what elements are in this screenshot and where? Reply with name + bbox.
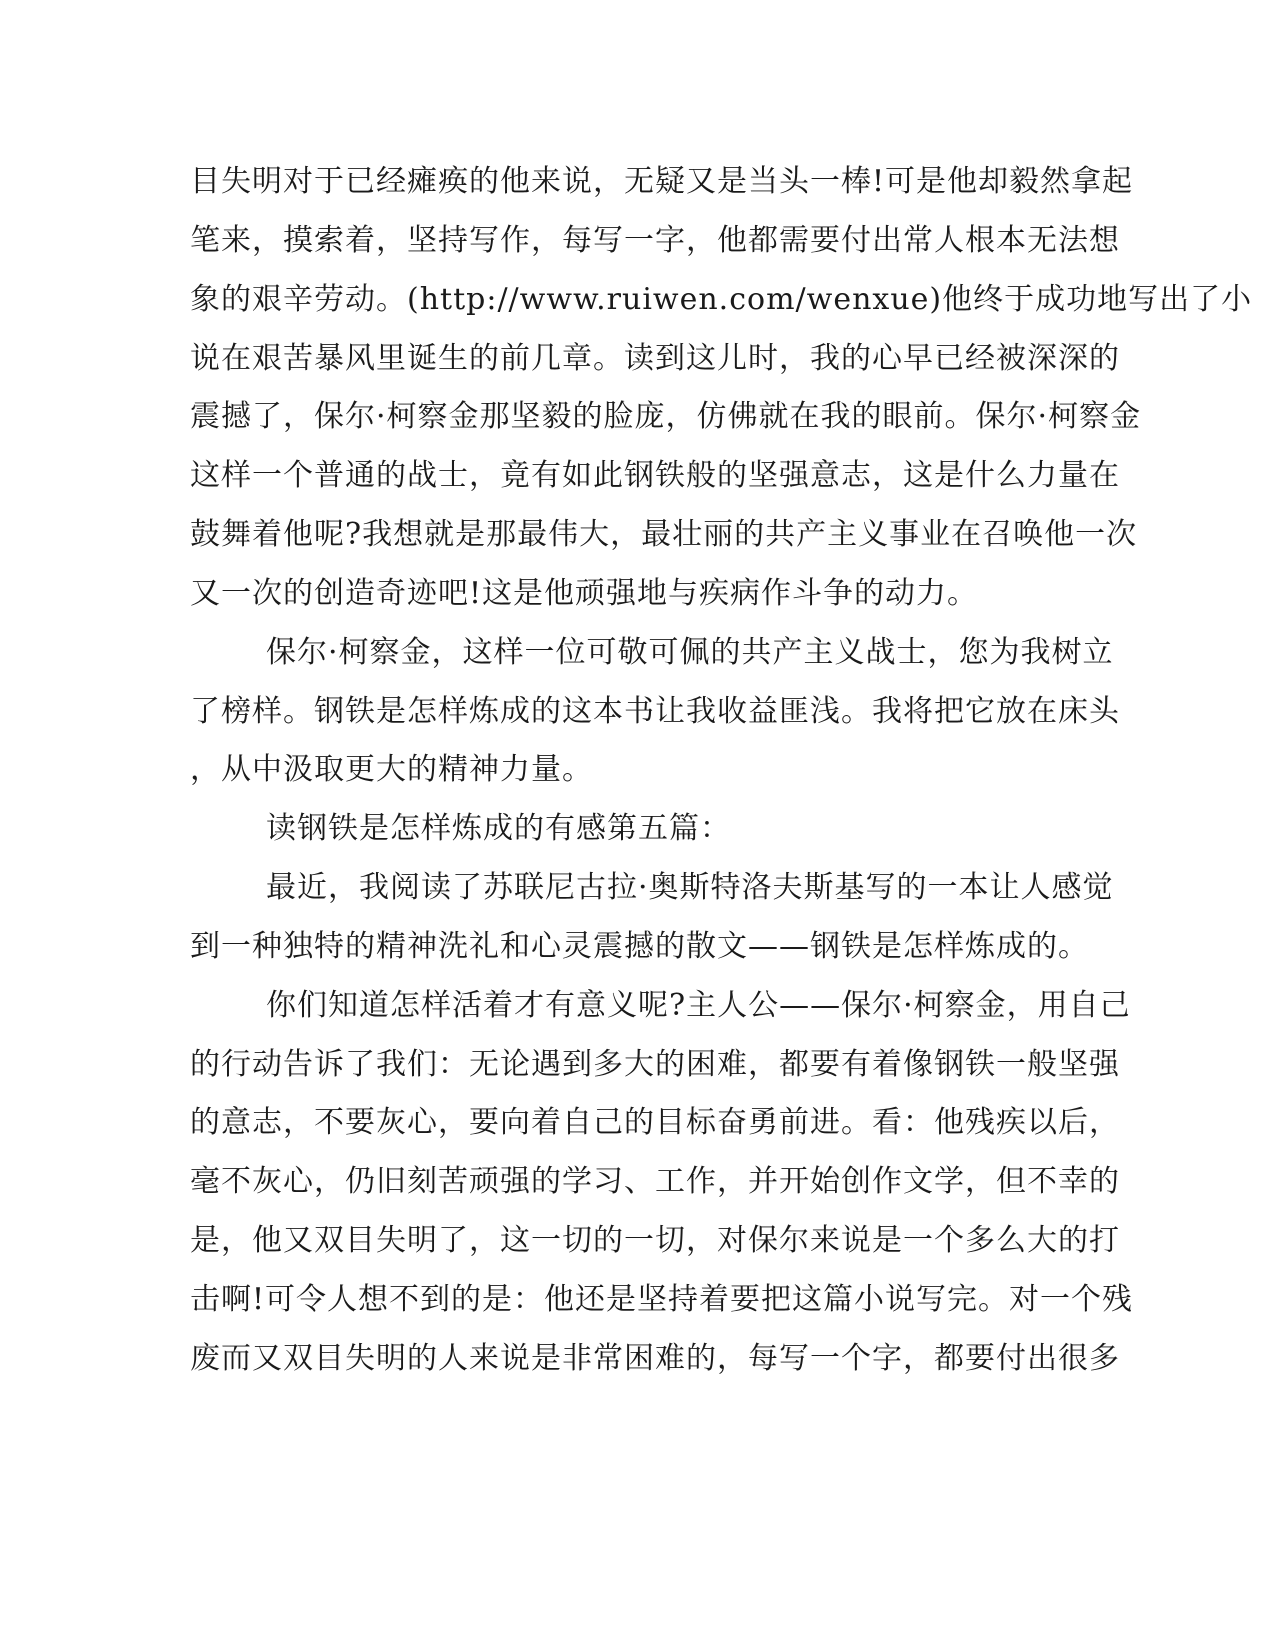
text-line: 笔来，摸索着，坚持写作，每写一字，他都需要付出常人根本无法想: [190, 223, 1120, 258]
text-line: 目失明对于已经瘫痪的他来说，无疑又是当头一棒!可是他却毅然拿起: [190, 164, 1134, 199]
text-line: 的意志，不要灰心，要向着自己的目标奋勇前进。看：他残疾以后，: [190, 1105, 1120, 1140]
text-line: 又一次的创造奇迹吧!这是他顽强地与疾病作斗争的动力。: [190, 576, 979, 611]
text-line: 象的艰辛劳动。(http://www.ruiwen.com/wenxue)他终于成功地写出了小: [190, 282, 1253, 317]
text-line: 击啊!可令人想不到的是：他还是坚持着要把这篇小说写完。对一个残: [190, 1282, 1134, 1317]
text-line: 是，他又双目失明了，这一切的一切，对保尔来说是一个多么大的打: [190, 1223, 1120, 1258]
section-heading: 读钢铁是怎样炼成的有感第五篇：: [266, 811, 731, 846]
text-line: 鼓舞着他呢?我想就是那最伟大，最壮丽的共产主义事业在召唤他一次: [190, 517, 1138, 552]
text-line: 这样一个普通的战士，竟有如此钢铁般的坚强意志，这是什么力量在: [190, 458, 1120, 493]
text-line: 毫不灰心，仍旧刻苦顽强的学习、工作，并开始创作文学，但不幸的: [190, 1164, 1120, 1199]
paragraph-first-line: 保尔·柯察金，这样一位可敬可佩的共产主义战士，您为我树立: [266, 635, 1114, 670]
text-line: 震撼了，保尔·柯察金那坚毅的脸庞，仿佛就在我的眼前。保尔·柯察金: [190, 399, 1142, 434]
text-line: 说在艰苦暴风里诞生的前几章。读到这儿时，我的心早已经被深深的: [190, 341, 1120, 376]
text-line: 到一种独特的精神洗礼和心灵震撼的散文——钢铁是怎样炼成的。: [190, 929, 1089, 964]
text-line: ，从中汲取更大的精神力量。: [190, 752, 593, 787]
paragraph-first-line: 最近，我阅读了苏联尼古拉·奥斯特洛夫斯基写的一本让人感觉: [266, 870, 1114, 905]
text-line: 的行动告诉了我们：无论遇到多大的困难，都要有着像钢铁一般坚强: [190, 1047, 1120, 1082]
text-line: 了榜样。钢铁是怎样炼成的这本书让我收益匪浅。我将把它放在床头: [190, 694, 1120, 729]
text-line: 废而又双目失明的人来说是非常困难的，每写一个字，都要付出很多: [190, 1341, 1120, 1376]
paragraph-first-line: 你们知道怎样活着才有意义呢?主人公——保尔·柯察金，用自己: [266, 988, 1131, 1023]
